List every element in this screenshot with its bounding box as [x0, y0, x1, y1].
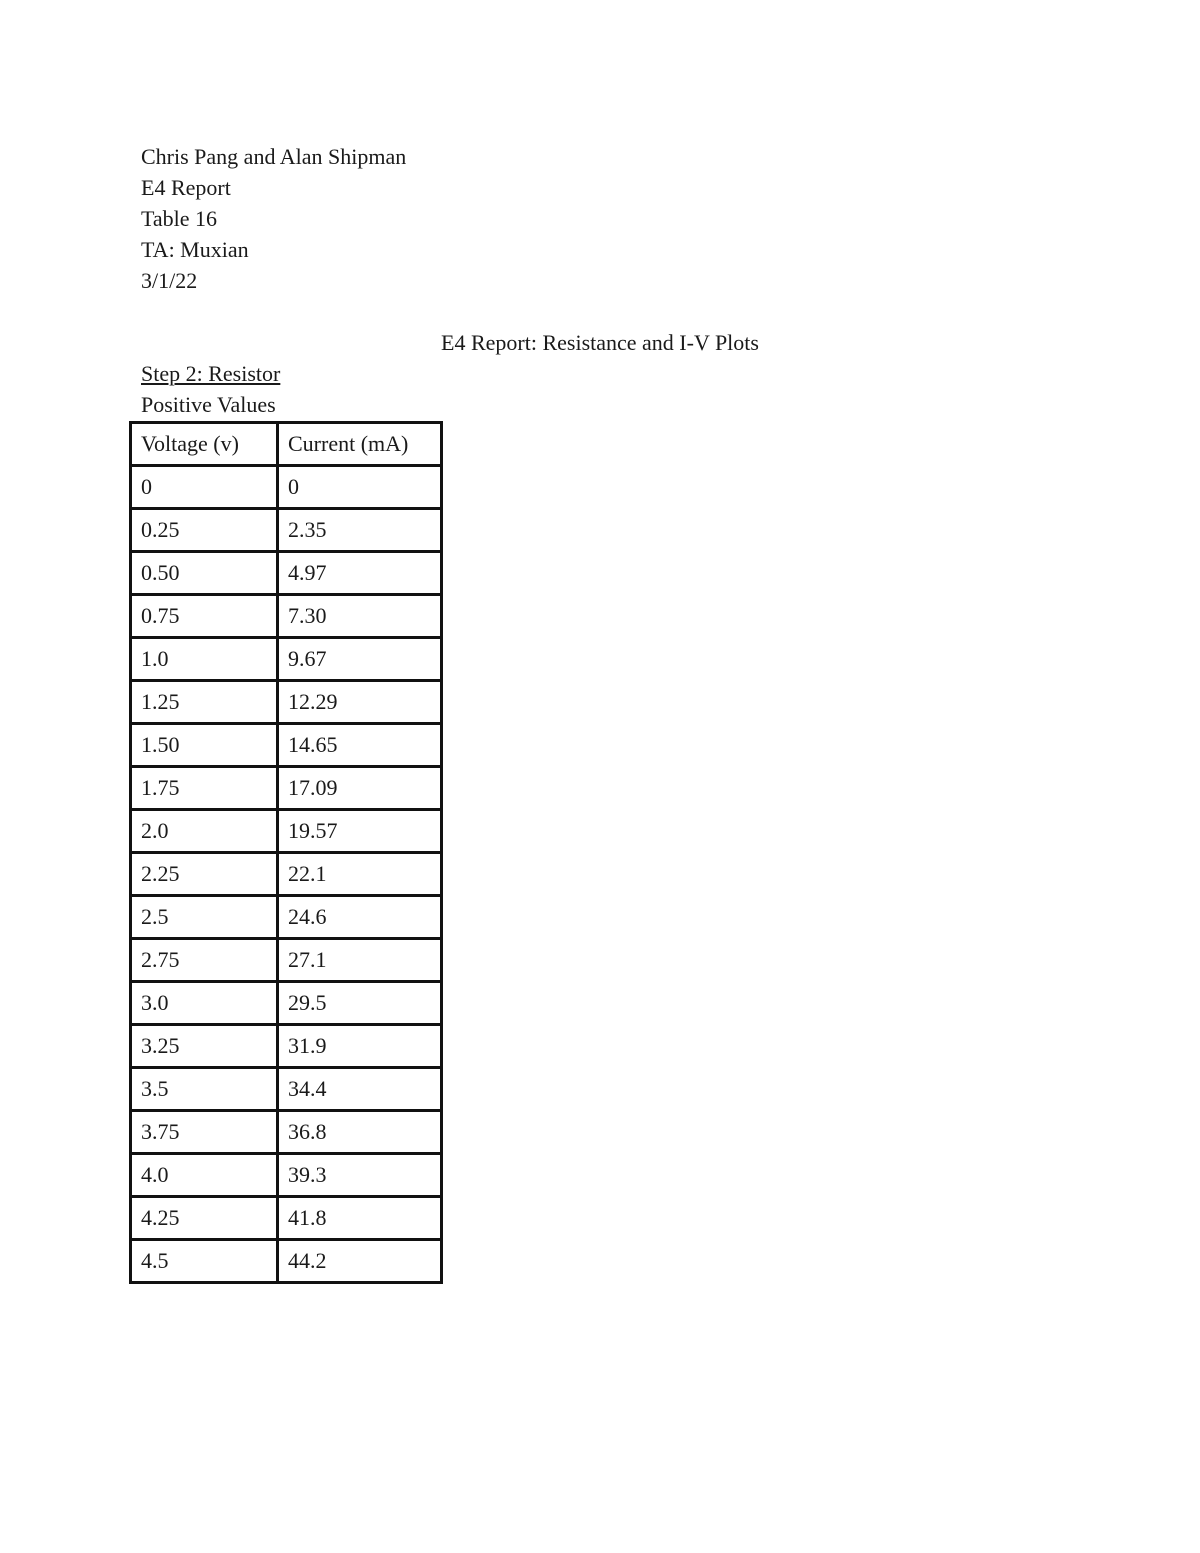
header-block: [141, 141, 406, 296]
current-cell: 29.5: [278, 982, 442, 1025]
authors-line: Chris Pang and Alan Shipman: [141, 144, 407, 169]
table-row: [131, 552, 442, 595]
voltage-cell: 1.50: [131, 724, 278, 767]
table-row: [131, 896, 442, 939]
voltage-cell: 3.25: [131, 1025, 278, 1068]
voltage-cell: 2.25: [131, 853, 278, 896]
table-row: [131, 982, 442, 1025]
voltage-cell: 2.5: [131, 896, 278, 939]
current-cell: 34.4: [278, 1068, 442, 1111]
table-row: [131, 595, 442, 638]
table-row: [131, 1197, 442, 1240]
current-cell: 0: [278, 466, 442, 509]
table-row: [131, 1154, 442, 1197]
voltage-cell: 1.25: [131, 681, 278, 724]
table-row: [131, 939, 442, 982]
voltage-cell: 0.50: [131, 552, 278, 595]
current-cell: 31.9: [278, 1025, 442, 1068]
table-row: [131, 853, 442, 896]
document-title: E4 Report: Resistance and I-V Plots: [441, 330, 759, 355]
section-subheading: Positive Values: [141, 392, 276, 417]
table-number-line: Table 16: [141, 206, 218, 231]
table-row: [131, 681, 442, 724]
column-header-voltage: Voltage (v): [131, 423, 278, 466]
table-header-row: [131, 423, 442, 466]
voltage-cell: 2.75: [131, 939, 278, 982]
section-heading: Step 2: Resistor: [141, 361, 281, 386]
voltage-current-table: [129, 421, 443, 1284]
table-row: [131, 1068, 442, 1111]
voltage-cell: 3.5: [131, 1068, 278, 1111]
current-cell: 4.97: [278, 552, 442, 595]
current-cell: 2.35: [278, 509, 442, 552]
voltage-cell: 0.25: [131, 509, 278, 552]
table-row: [131, 1240, 442, 1283]
table-row: [131, 466, 442, 509]
column-header-current: Current (mA): [278, 423, 442, 466]
voltage-cell: 1.0: [131, 638, 278, 681]
current-cell: 19.57: [278, 810, 442, 853]
voltage-cell: 4.0: [131, 1154, 278, 1197]
current-cell: 17.09: [278, 767, 442, 810]
date-line: 3/1/22: [141, 268, 198, 293]
table-row: [131, 1111, 442, 1154]
current-cell: 12.29: [278, 681, 442, 724]
current-cell: 24.6: [278, 896, 442, 939]
ta-line: TA: Muxian: [141, 237, 249, 262]
voltage-cell: 1.75: [131, 767, 278, 810]
current-cell: 14.65: [278, 724, 442, 767]
table-row: [131, 810, 442, 853]
table-row: [131, 1025, 442, 1068]
voltage-cell: 3.75: [131, 1111, 278, 1154]
current-cell: 9.67: [278, 638, 442, 681]
report-line: E4 Report: [141, 175, 231, 200]
table-body: [131, 466, 442, 1283]
table-row: [131, 724, 442, 767]
voltage-cell: 3.0: [131, 982, 278, 1025]
current-cell: 27.1: [278, 939, 442, 982]
voltage-cell: 0.75: [131, 595, 278, 638]
voltage-cell: 4.25: [131, 1197, 278, 1240]
voltage-cell: 4.5: [131, 1240, 278, 1283]
current-cell: 44.2: [278, 1240, 442, 1283]
current-cell: 39.3: [278, 1154, 442, 1197]
table-row: [131, 767, 442, 810]
current-cell: 41.8: [278, 1197, 442, 1240]
voltage-cell: 2.0: [131, 810, 278, 853]
voltage-cell: 0: [131, 466, 278, 509]
table-row: [131, 638, 442, 681]
current-cell: 36.8: [278, 1111, 442, 1154]
current-cell: 7.30: [278, 595, 442, 638]
table-row: [131, 509, 442, 552]
current-cell: 22.1: [278, 853, 442, 896]
